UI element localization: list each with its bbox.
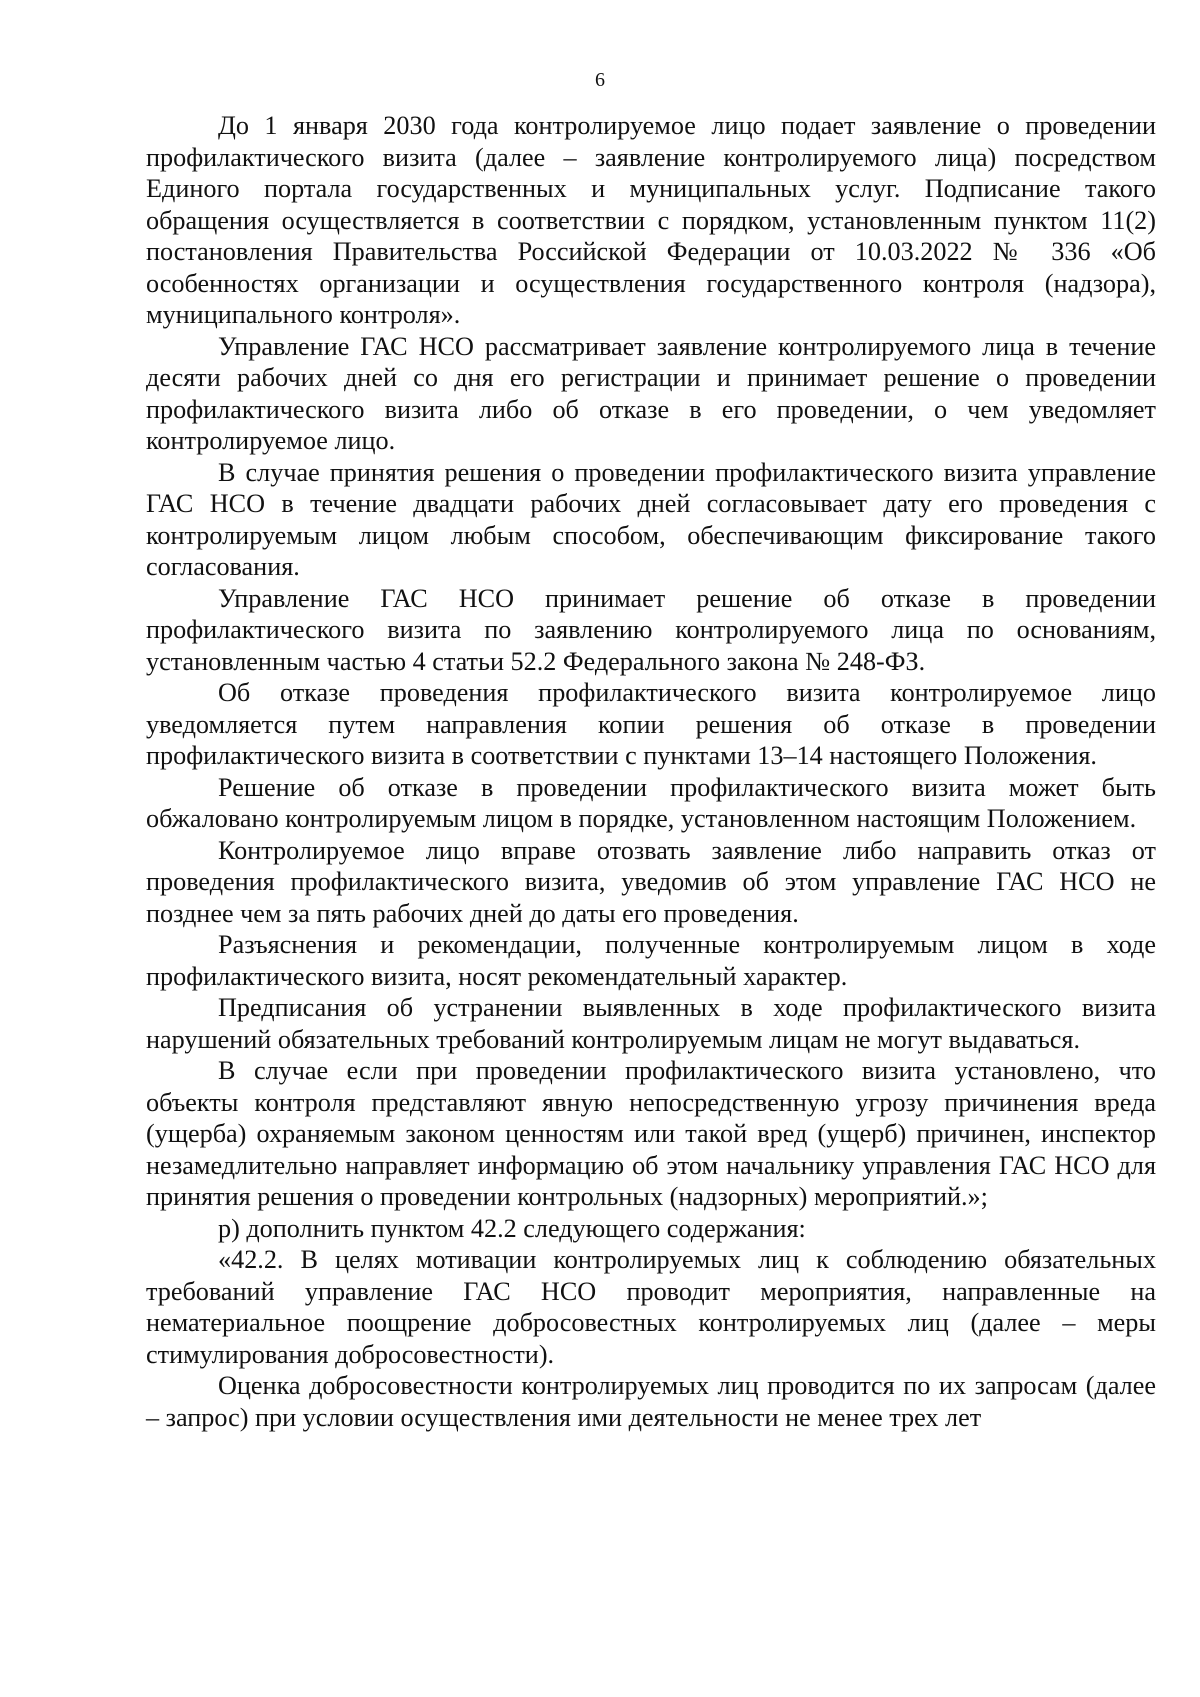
document-body: [146, 110, 1156, 1433]
paragraph: В случае если при проведении профилактического визита установлено, что объекты контроля представляют явную непосредственную угрозу причинения вреда (ущерба) охраняемым законом ценностям или такой вред (ущерб) причинен, инспектор незамедлительно направляет информацию об этом начальнику управления ГАС НСО для принятия решения о проведении контрольных (надзорных) мероприятий.»;: [146, 1056, 1156, 1211]
paragraph: В случае принятия решения о проведении профилактического визита управление ГАС НСО в течение двадцати рабочих дней согласовывает дату его проведения с контролируемым лицом любым способом, обеспечивающим фиксирование такого согласования.: [146, 457, 1156, 581]
paragraph: Предписания об устранении выявленных в ходе профилактического визита нарушений обязательных требований контролируемым лицам не могут выдаваться.: [146, 993, 1156, 1054]
paragraph: Об отказе проведения профилактического визита контролируемое лицо уведомляется путем направления копии решения об отказе в проведении профилактического визита в соответствии с пунктами 13–14 настоящего Положения.: [146, 678, 1156, 770]
paragraph: Управление ГАС НСО рассматривает заявление контролируемого лица в течение десяти рабочих дней со дня его регистрации и принимает решение о проведении профилактического визита либо об отказе в его проведении, о чем уведомляет контролируемое лицо.: [146, 331, 1156, 455]
paragraph: Оценка добросовестности контролируемых лиц проводится по их запросам (далее – запрос) при условии осуществления ими деятельности не менее трех лет: [146, 1371, 1156, 1432]
paragraph: «42.2. В целях мотивации контролируемых лиц к соблюдению обязательных требований управление ГАС НСО проводит мероприятия, направленные на нематериальное поощрение добросовестных контролируемых лиц (далее – меры стимулирования добросовестности).: [146, 1245, 1156, 1369]
paragraph: р) дополнить пунктом 42.2 следующего содержания:: [218, 1213, 806, 1243]
paragraph: Контролируемое лицо вправе отозвать заявление либо направить отказ от проведения профилактического визита, уведомив об этом управление ГАС НСО не позднее чем за пять рабочих дней до даты его проведения.: [146, 835, 1156, 928]
paragraph: До 1 января 2030 года контролируемое лицо подает заявление о проведении профилактического визита (далее – заявление контролируемого лица) посредством Единого портала государственных и муниципальных услуг. Подписание такого обращения осуществляется в соответствии с порядком, установленным пунктом 11(2) постановления Правительства Российской Федерации от 10.03.2022 № 336 «Об особенностях организации и осуществления государственного контроля (надзора), муниципального контроля».: [146, 111, 1156, 329]
page-number: 6: [595, 69, 605, 91]
paragraph: Разъяснения и рекомендации, полученные контролируемым лицом в ходе профилактического визита, носят рекомендательный характер.: [146, 930, 1156, 991]
paragraph: Решение об отказе в проведении профилактического визита может быть обжаловано контролируемым лицом в порядке, установленном настоящим Положением.: [146, 772, 1156, 833]
paragraph: Управление ГАС НСО принимает решение об отказе в проведении профилактического визита по заявлению контролируемого лица по основаниям, установленным частью 4 статьи 52.2 Федерального закона № 248-ФЗ.: [146, 583, 1156, 676]
